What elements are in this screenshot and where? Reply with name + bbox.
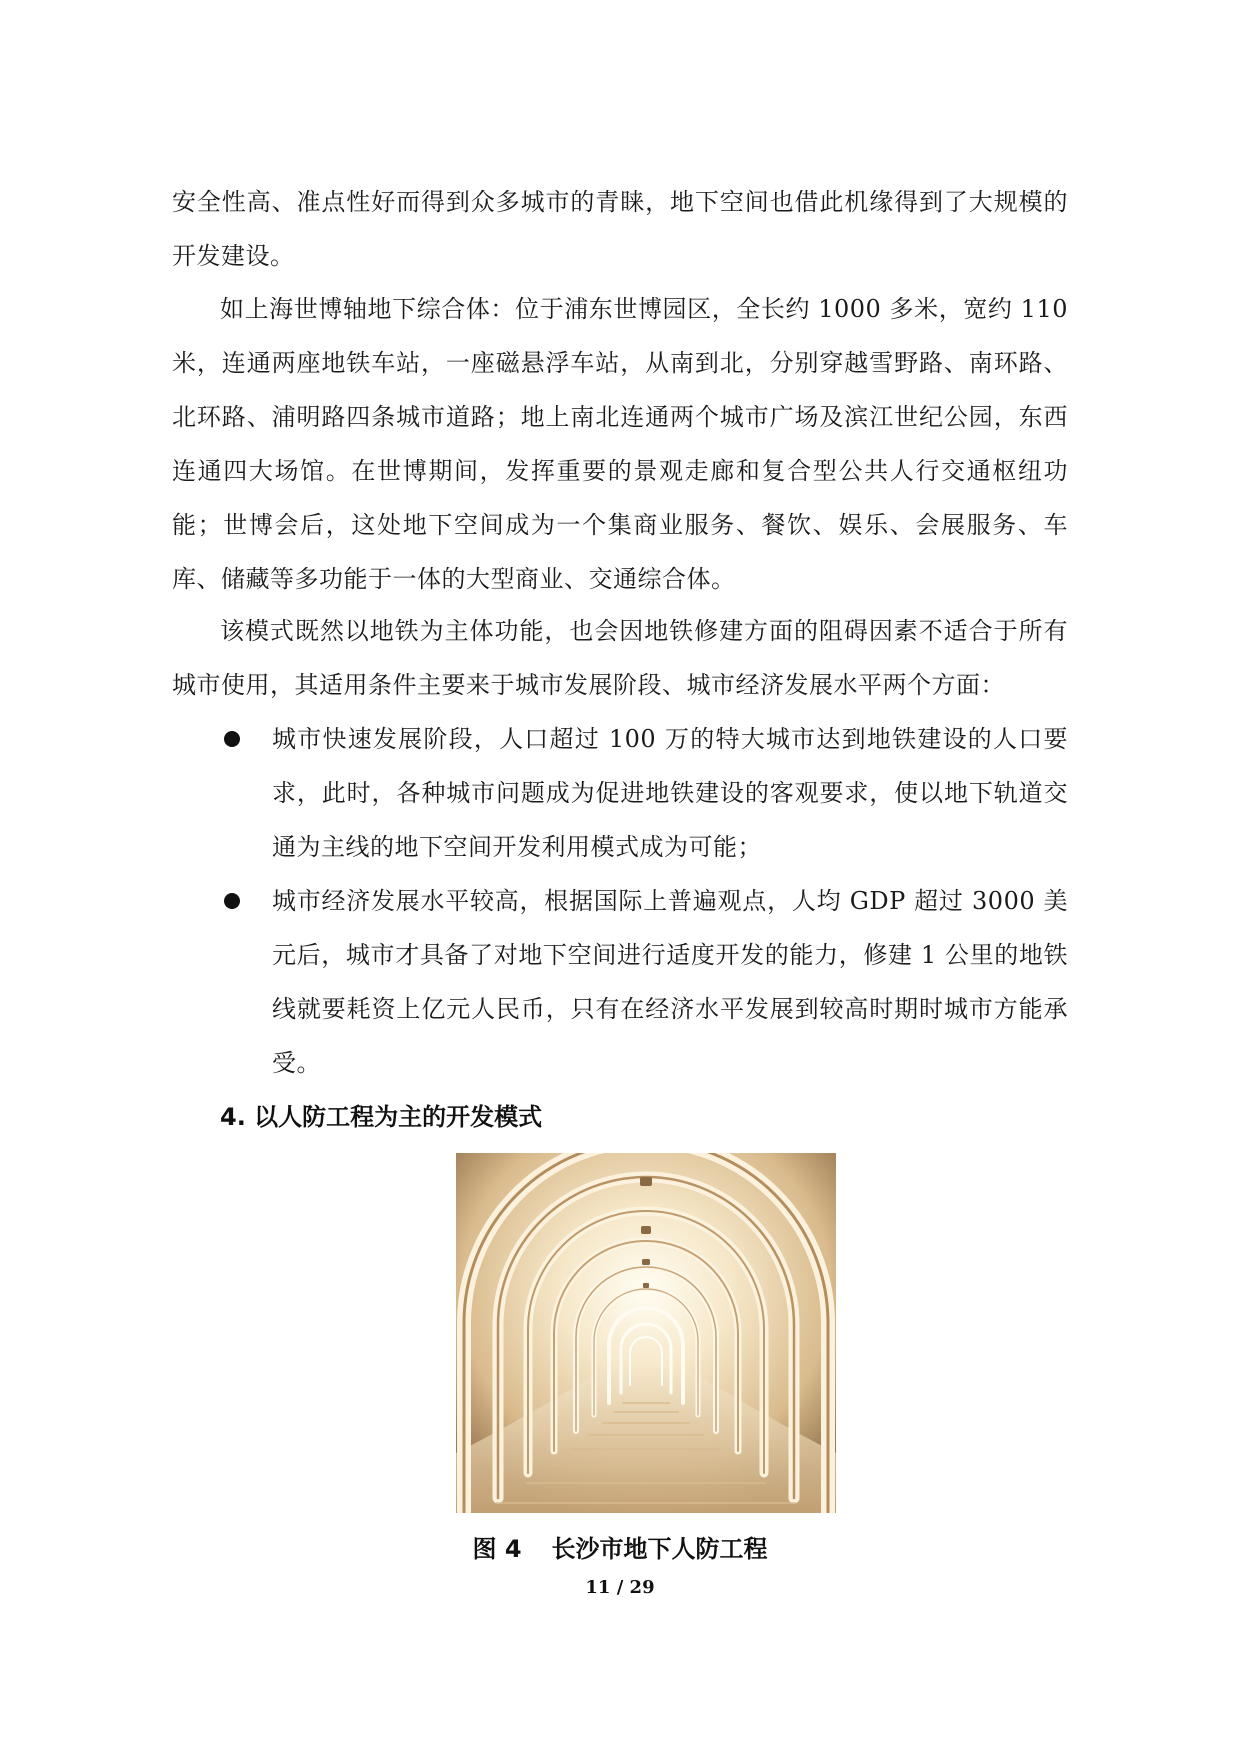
bullet-icon — [224, 731, 240, 747]
figure-caption — [0, 1532, 1240, 1566]
section-heading: 4. 以人防工程为主的开发模式 — [220, 1103, 543, 1131]
figure-caption-text: 长沙市地下人防工程 — [551, 1535, 768, 1563]
list-item — [172, 712, 1068, 874]
paragraph-shanghai-expo-example: 如上海世博轴地下综合体：位于浦东世博园区，全长约 1000 多米，宽约 110 米，连通两座地铁车站，一座磁悬浮车站，从南到北，分别穿越雪野路、南环路、北环路、浦明路四条城市道路；地上南北连通两个城市广场及滨江世纪公园，东西连通四大场馆。在世博期间，发挥重要的景观走廊和复合型公共人行交通枢纽功能；世博会后，这处地下空间成为一个集商业服务、餐饮、娱乐、会展服务、车库、储藏等多功能于一体的大型商业、交通综合体。 — [172, 295, 1068, 593]
paragraph-applicable-conditions: 该模式既然以地铁为主体功能，也会因地铁修建方面的阻碍因素不适合于所有城市使用，其适用条件主要来于城市发展阶段、城市经济发展水平两个方面： — [172, 617, 1068, 699]
list-item-text: 城市经济发展水平较高，根据国际上普遍观点，人均 GDP 超过 3000 美元后，城市才具备了对地下空间进行适度开发的能力，修建 1 公里的地铁线就要耗资上亿元人民币，只有在经济水平发展到较高时期时城市方能承受。 — [272, 887, 1068, 1077]
tunnel-photo — [456, 1153, 836, 1513]
conditions-list — [172, 712, 1068, 1090]
page-number: 11 / 29 — [585, 1577, 655, 1598]
figure-number: 图 4 — [472, 1535, 522, 1563]
list-item-text: 城市快速发展阶段，人口超过 100 万的特大城市达到地铁建设的人口要求，此时，各种城市问题成为促进地铁建设的客观要求，使以地下轨道交通为主线的地下空间开发利用模式成为可能； — [272, 725, 1068, 861]
list-item — [172, 874, 1068, 1090]
paragraph-continuation: 安全性高、准点性好而得到众多城市的青睐，地下空间也借此机缘得到了大规模的开发建设。 — [172, 188, 1068, 270]
bullet-icon — [224, 893, 240, 909]
tunnel-illustration — [456, 1153, 836, 1513]
